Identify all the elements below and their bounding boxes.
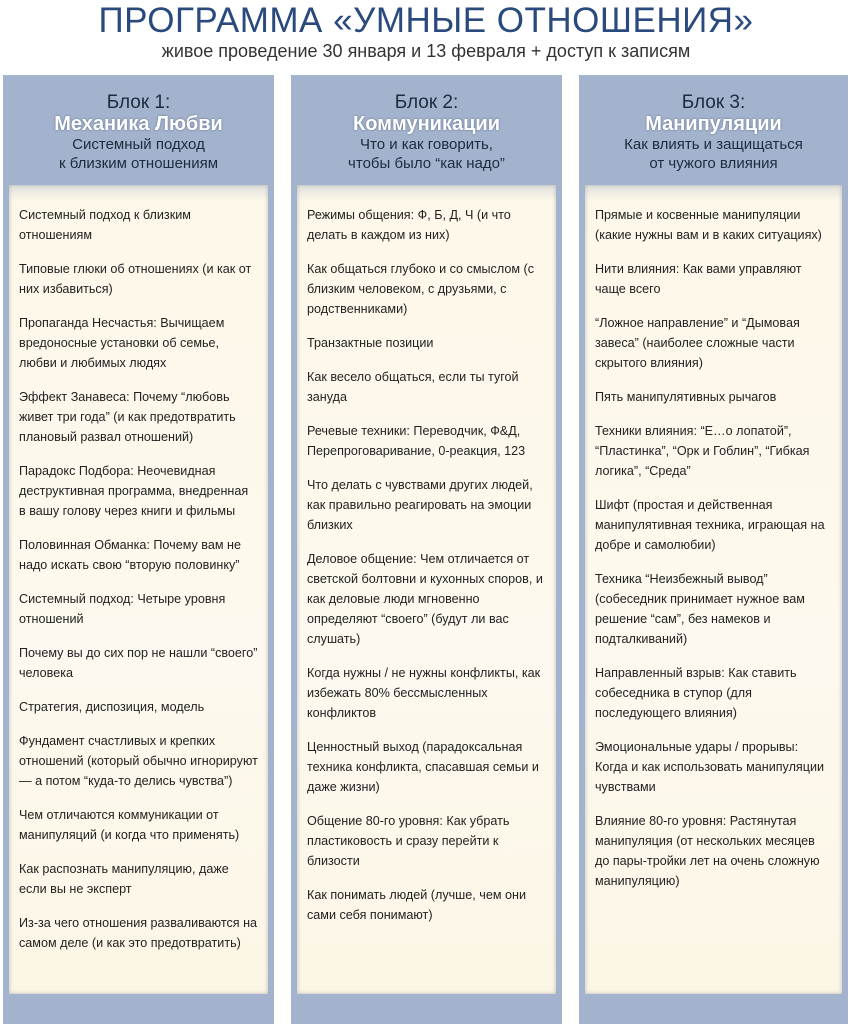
block-number: Блок 2:	[394, 92, 459, 113]
list-item: Нити влияния: Как вами управляют чаще всего	[595, 262, 802, 296]
block-header-3	[579, 75, 848, 183]
block-items-list	[585, 185, 842, 891]
list-item: Эффект Занавеса: Почему “любовь живет три года” (и как предотвратить плановый развал отношений)	[19, 390, 236, 444]
block-name: Манипуляции	[645, 113, 782, 135]
list-item: Как весело общаться, если ты тугой зануда	[307, 370, 519, 404]
list-item: Эмоциональные удары / прорывы: Когда и как использовать манипуляции чувствами	[595, 740, 825, 794]
list-item: Из-за чего отношения разваливаются на самом деле (и как это предотвратить)	[19, 916, 258, 950]
block-subtitle-line-1: Системный подход	[72, 136, 205, 153]
list-item: Системный подход к близким отношениям	[19, 208, 191, 242]
list-item: Техника “Неизбежный вывод” (собеседник принимает нужное вам решение “сам”, без намеков и подталкиваний)	[595, 572, 805, 646]
list-item: “Ложное направление” и “Дымовая завеса” (наиболее сложные части скрытого влияния)	[595, 316, 800, 370]
block-items-panel	[297, 185, 556, 994]
list-item: Деловое общение: Чем отличается от светской болтовни и кухонных споров, и как деловые люди мгновенно определяют “своего” (будут ли вас слушать)	[307, 552, 543, 646]
page-subtitle: живое проведение 30 января и 13 февраля + доступ к записям	[161, 41, 691, 61]
list-item: Почему вы до сих пор не нашли “своего” человека	[19, 646, 258, 680]
block-name: Механика Любви	[54, 113, 223, 135]
block-number: Блок 3:	[681, 92, 746, 113]
block-subtitle-line-2: к близким отношениям	[58, 155, 219, 172]
list-item: Половинная Обманка: Почему вам не надо искать свою “вторую половинку”	[19, 538, 241, 572]
block-items-list	[297, 185, 556, 925]
block-subtitle-line-2: от чужого влияния	[649, 155, 778, 172]
list-item: Транзактные позиции	[307, 336, 434, 350]
block-subtitle-line-2: чтобы было “как надо”	[348, 155, 505, 172]
list-item: Стратегия, диспозиция, модель	[19, 700, 205, 714]
block-items-list	[9, 185, 268, 953]
list-item: Режимы общения: Ф, Б, Д, Ч (и что делать в каждом из них)	[307, 208, 511, 242]
block-items-panel	[9, 185, 268, 994]
list-item: Чем отличаются коммуникации от манипуляций (и когда что применять)	[19, 808, 240, 842]
block-column-1	[3, 75, 274, 1024]
list-item: Ценностный выход (парадоксальная техника конфликта, спасавшая семьи и даже жизни)	[307, 740, 539, 794]
list-item: Шифт (простая и действенная манипулятивная техника, играющая на добре и самолюбии)	[595, 498, 825, 552]
page-header	[0, 0, 852, 62]
list-item: Пять манипулятивных рычагов	[595, 390, 777, 404]
block-number: Блок 1:	[106, 92, 171, 113]
block-items-panel	[585, 185, 842, 994]
list-item: Системный подход: Четыре уровня отношений	[19, 592, 226, 626]
list-item: Как понимать людей (лучше, чем они сами себя понимают)	[307, 888, 527, 922]
block-subtitle-line-1: Как влиять и защищаться	[624, 136, 803, 153]
list-item: Типовые глюки об отношениях (и как от них избавиться)	[19, 262, 252, 296]
list-item: Как распознать манипуляцию, даже если вы не эксперт	[19, 862, 229, 896]
block-header-2	[291, 75, 562, 183]
list-item: Пропаганда Несчастья: Вычищаем вредоносные установки об семье, любви и любимых людях	[19, 316, 225, 370]
block-column-2	[291, 75, 562, 1024]
block-header-1	[3, 75, 274, 183]
list-item: Речевые техники: Переводчик, Ф&Д, Перепроговаривание, 0-реакция, 123	[307, 424, 526, 458]
list-item: Общение 80-го уровня: Как убрать пластиковость и сразу перейти к близости	[307, 814, 510, 868]
block-name: Коммуникации	[352, 113, 500, 135]
list-item: Прямые и косвенные манипуляции (какие нужны вам и в каких ситуациях)	[595, 208, 822, 242]
list-item: Направленный взрыв: Как ставить собеседника в ступор (для последующего влияния)	[595, 666, 797, 720]
block-subtitle-line-1: Что и как говорить,	[360, 136, 493, 153]
block-column-3	[579, 75, 848, 1024]
page-title: ПРОГРАММА «УМНЫЕ ОТНОШЕНИЯ»	[98, 1, 754, 40]
list-item: Влияние 80-го уровня: Растянутая манипуляция (от нескольких месяцев до пары-тройки лет на очень сложную манипуляцию)	[595, 814, 820, 888]
list-item: Фундамент счастливых и крепких отношений (который обычно игнорируют — а потом “куда-то делись чувства”)	[19, 734, 258, 788]
list-item: Техники влияния: “Е…о лопатой”, “Пластинка”, “Орк и Гоблин”, “Гибкая логика”, “Среда”	[595, 424, 810, 478]
list-item: Парадокс Подбора: Неочевидная деструктивная программа, внедренная в вашу голову через книги и фильмы	[19, 464, 249, 518]
list-item: Как общаться глубоко и со смыслом (с близким человеком, с друзьями, с родственниками)	[307, 262, 534, 316]
list-item: Когда нужны / не нужны конфликты, как избежать 80% бессмысленных конфликтов	[307, 666, 541, 720]
list-item: Что делать с чувствами других людей, как правильно реагировать на эмоции близких	[307, 478, 533, 532]
